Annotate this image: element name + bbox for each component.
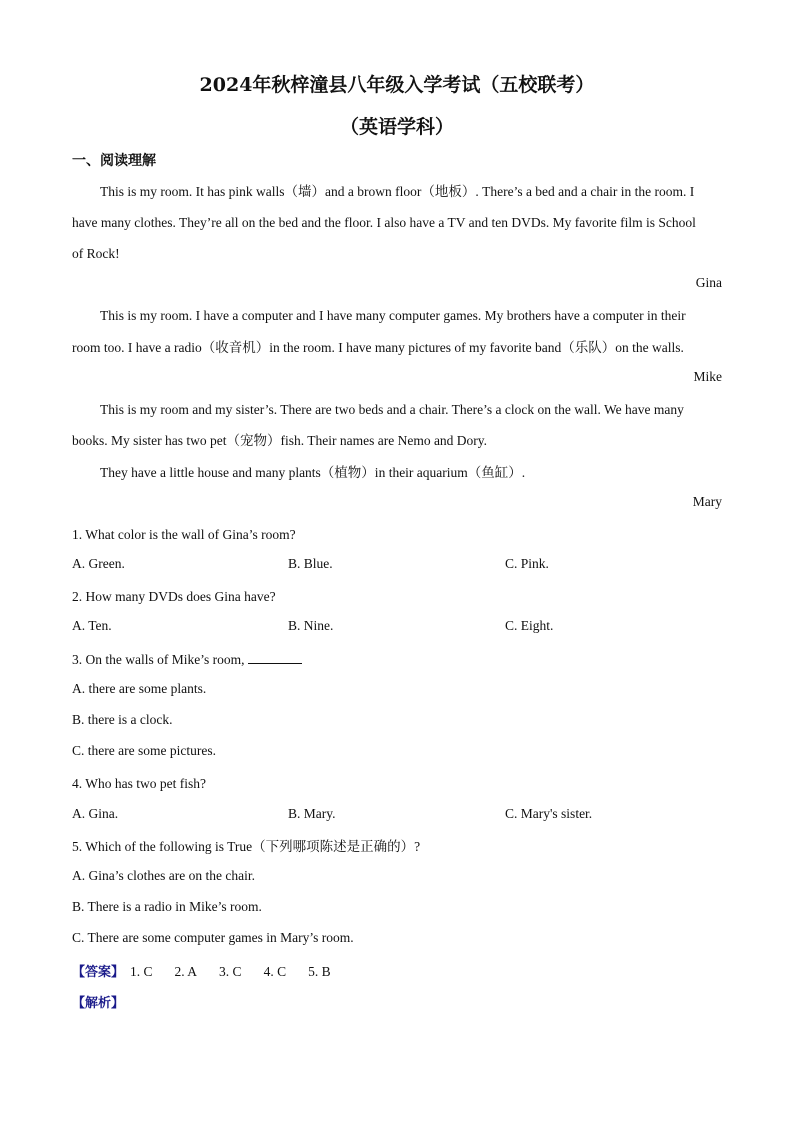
passage-line: have many clothes. They’re all on the bed and the floor. I also have a TV and ten DVDs. My favorite film is School	[72, 215, 696, 230]
question-stem: 4. Who has two pet fish?	[72, 776, 206, 791]
question-stem: 5. Which of the following is True（下列哪项陈述是正确的）?	[72, 839, 421, 854]
question-option: C. Pink.	[505, 556, 549, 571]
answer-item: 4. C	[263, 964, 287, 979]
passage-line: of Rock!	[72, 246, 120, 261]
passage-signature: Mike	[693, 369, 722, 384]
question-option: B. Mary.	[288, 806, 336, 821]
question-stem-row	[72, 650, 724, 670]
question-option: A. Gina.	[72, 806, 119, 821]
question-stem: 3. On the walls of Mike’s room,	[72, 652, 245, 667]
passage-line: books. My sister has two pet（宠物）fish. Their names are Nemo and Dory.	[72, 433, 488, 448]
analysis-row	[72, 993, 724, 1014]
question-stem: 2. How many DVDs does Gina have?	[72, 589, 276, 604]
answer-item: 3. C	[219, 964, 242, 979]
analysis-label: 【解析】	[72, 996, 125, 1011]
answer-item: 2. A	[174, 964, 198, 979]
passage-line: This is my room. I have a computer and I have many computer games. My brothers have a computer in their	[100, 308, 686, 323]
answer-row	[72, 962, 724, 983]
passage-line: room too. I have a radio（收音机）in the room. I have many pictures of my favorite band（乐队）on the walls.	[72, 340, 684, 355]
answer-items	[130, 962, 353, 982]
passage-line: This is my room and my sister’s. There are two beds and a chair. There’s a clock on the wall. We have many	[100, 402, 684, 417]
question-option: A. Green.	[72, 556, 125, 571]
question-option: C. Mary's sister.	[505, 806, 593, 821]
question-option: B. there is a clock.	[72, 712, 173, 727]
question-option: A. Gina’s clothes are on the chair.	[72, 868, 255, 883]
question-option: B. Nine.	[288, 618, 334, 633]
page-subtitle: （英语学科）	[339, 116, 454, 138]
question-option: A. there are some plants.	[72, 681, 207, 696]
answer-item: 1. C	[130, 964, 153, 979]
section-heading: 一、阅读理解	[72, 153, 156, 169]
passage-line: They have a little house and many plants（植物）in their aquarium（鱼缸）.	[100, 465, 526, 480]
question-option: B. There is a radio in Mike’s room.	[72, 899, 262, 914]
answer-blank	[248, 651, 302, 664]
question-stem: 1. What color is the wall of Gina’s room?	[72, 527, 296, 542]
passage-line: This is my room. It has pink walls（墙）and a brown floor（地板）. There’s a bed and a chair in the room. I	[100, 184, 695, 199]
question-option: C. There are some computer games in Mary’s room.	[72, 930, 354, 945]
question-option: C. Eight.	[505, 618, 554, 633]
answer-item: 5. B	[308, 964, 331, 979]
question-option: C. there are some pictures.	[72, 743, 216, 758]
question-option: A. Ten.	[72, 618, 112, 633]
answer-label: 【答案】	[72, 965, 125, 980]
passage-signature: Mary	[692, 494, 722, 509]
page-title: 2024年秋梓潼县八年级入学考试（五校联考）	[199, 74, 595, 96]
passage-signature: Gina	[695, 275, 722, 290]
question-option: B. Blue.	[288, 556, 333, 571]
